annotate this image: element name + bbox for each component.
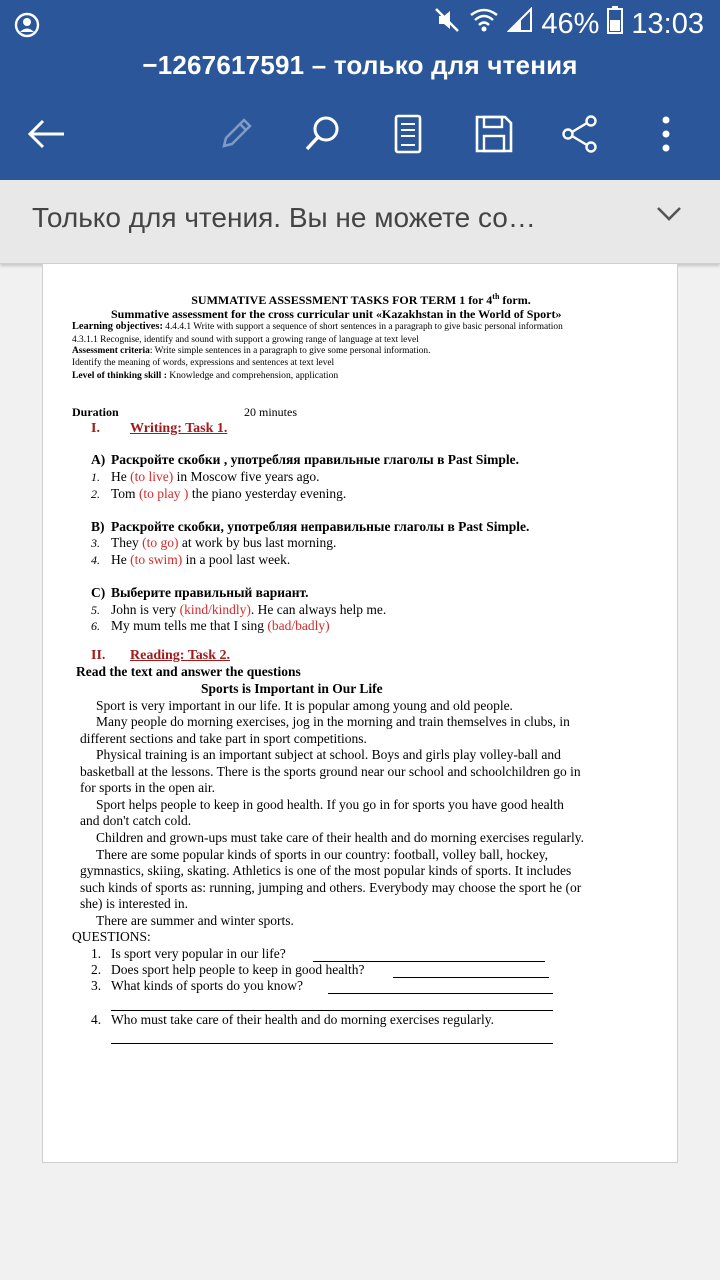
question-1: 1. Is sport very popular in our life? (91, 946, 286, 961)
duration-label: Duration (72, 405, 119, 419)
text-line: Children and grown-ups must take care of their health and do morning exercises regularly. (96, 830, 584, 845)
share-icon[interactable] (554, 108, 606, 160)
signal-icon (507, 7, 533, 41)
mobile-view-icon[interactable] (382, 108, 434, 160)
item-1: 1. He (to live) in Moscow five years ago. (91, 469, 320, 484)
thinking-skill: Level of thinking skill : Knowledge and comprehension, application (72, 370, 339, 381)
status-bar (0, 0, 720, 48)
text-line: Physical training is an important subject at school. Boys and girls play volley-ball and (96, 747, 561, 762)
text-line: gymnastics, skiing, skating. Athletics is one of the most popular kinds of sports. It includes (80, 863, 572, 878)
text-line: There are some popular kinds of sports in our country: football, volley ball, hockey, (96, 847, 549, 862)
doc-header-title: SUMMATIVE ASSESSMENT TASKS FOR TERM 1 for 4th form. (191, 292, 531, 307)
learning-objectives-2: 4.3.1.1 Recognise, identify and sound with support a growing range of language at text level (72, 335, 419, 345)
section2-number: II. (91, 648, 106, 663)
mute-icon (433, 6, 461, 42)
question-2: 2. Does sport help people to keep in good health? (91, 962, 365, 977)
more-vert-icon[interactable] (640, 108, 692, 160)
text-line: and don't catch cold. (80, 813, 192, 828)
item-5: 5. John is very (kind/kindly). He can always help me. (91, 602, 387, 617)
readonly-banner[interactable] (0, 180, 720, 264)
story-title: Sports is Important in Our Life (201, 681, 383, 696)
learning-objectives-1: Learning objectives: 4.4.4.1 Write with support a sequence of short sentences in a paragraph to give basic personal information (72, 321, 563, 332)
text-line: for sports in the open air. (80, 780, 215, 795)
item-6: 6. My mum tells me that I sing (bad/badly) (91, 618, 330, 633)
text-line: Many people do morning exercises, jog in the morning and train themselves in clubs, in (96, 714, 570, 729)
readonly-banner-text: Только для чтения. Вы не можете со… (32, 202, 536, 233)
text-line: Sport is very important in our life. It is popular among young and old people. (96, 698, 513, 713)
pencil-edit-icon[interactable] (210, 108, 262, 160)
answer-line (393, 977, 549, 978)
answer-line (111, 1010, 553, 1011)
back-arrow-icon[interactable] (20, 108, 72, 160)
document-title: −1267617591 – только для чтения (142, 50, 578, 80)
document-page[interactable] (42, 264, 678, 1163)
assessment-criteria-1: Assessment criteria: Write simple sentences in a paragraph to give some personal information. (72, 346, 431, 356)
questions-label: QUESTIONS: (72, 929, 151, 944)
app-bar (0, 0, 720, 180)
search-icon[interactable] (296, 108, 348, 160)
section2-title: Reading: Task 2. (130, 648, 230, 663)
item-4: 4. He (to swim) in a pool last week. (91, 552, 291, 567)
section1-title: Writing: Task 1. (130, 421, 228, 436)
toolbar (0, 108, 720, 160)
partB-instruction: Раскройте скобки, употребляя неправильные глаголы в Past Simple. (111, 519, 530, 534)
text-line: There are summer and winter sports. (96, 913, 294, 928)
battery-icon (607, 6, 623, 42)
partC-instruction: Выберите правильный вариант. (111, 585, 309, 600)
text-line: she) is interested in. (80, 896, 188, 911)
question-3: 3. What kinds of sports do you know? (91, 978, 303, 993)
partA-instruction: Раскройте скобки , употребляя правильные глаголы в Past Simple. (111, 452, 519, 467)
battery-percent: 46% (541, 7, 600, 40)
account-circle-icon (14, 12, 40, 43)
partB-letter: B) (91, 519, 105, 534)
answer-line (111, 1043, 553, 1044)
wifi-icon (469, 7, 499, 41)
partA-letter: A) (91, 452, 106, 467)
answer-line (328, 993, 553, 994)
doc-subtitle: Summative assessment for the cross curricular unit «Kazakhstan in the World of Sport» (111, 307, 562, 321)
assessment-criteria-2: Identify the meaning of words, expressions and sentences at text level (72, 358, 335, 368)
text-line: different sections and take part in sport competitions. (80, 731, 367, 746)
chevron-down-icon[interactable] (656, 206, 682, 227)
reading-instruction: Read the text and answer the questions (76, 664, 301, 679)
clock: 13:03 (631, 7, 704, 40)
item-2: 2. Tom (to play ) the piano yesterday evening. (91, 486, 347, 501)
text-line: basketball at the lessons. There is the sports ground near our school and schoolchildren go in (80, 764, 581, 779)
duration-value: 20 minutes (244, 405, 297, 419)
save-icon[interactable] (468, 108, 520, 160)
section1-number: I. (91, 421, 100, 436)
text-line: such kinds of sports as: running, jumping and others. Everybody may choose the sport he (or (80, 880, 582, 895)
text-line: Sport helps people to keep in good health. If you go in for sports you have good health (96, 797, 564, 812)
item-3: 3. They (to go) at work by bus last morning. (91, 535, 337, 550)
partC-letter: C) (91, 585, 106, 600)
question-4: 4. Who must take care of their health and do morning exercises regularly. (91, 1012, 494, 1027)
